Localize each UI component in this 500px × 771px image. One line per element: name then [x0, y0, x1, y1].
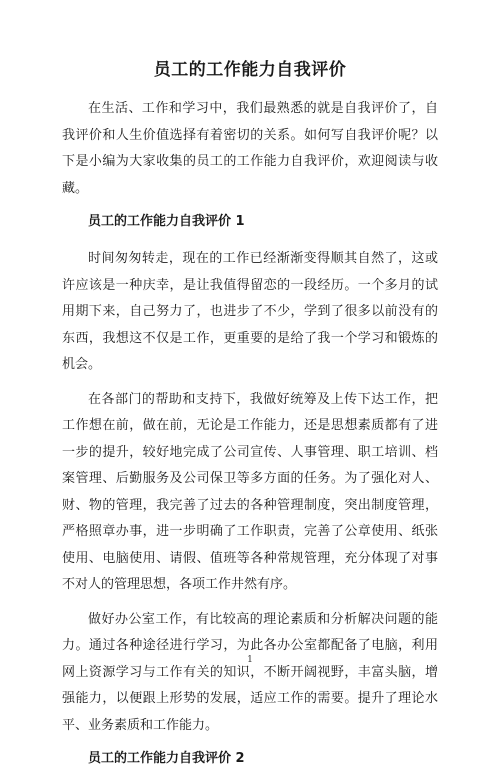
section-paragraph: 时间匆匆转走，现在的工作已经渐渐变得顺其自然了，这或许应该是一种庆幸，是让我值得留恋的一段经历。一个多月的试用期下来，自己努力了，也进步了不少，学到了很多以前没有的东西，我想这不仅是工作，更重要的是给了我一个学习和锻炼的机会。 [62, 251, 438, 372]
section-paragraph: 做好办公室工作，有比较高的理论素质和分析解决问题的能力。通过各种途径进行学习，为此各办公室都配备了电脑，利用网上资源学习与工作有关的知识，不断开阔视野，丰富头脑，增强能力，以便跟上形势的发展，适应工作的需要。提升了理论水平、业务素质和工作能力。 [62, 611, 438, 733]
document-title: 员工的工作能力自我评价 [153, 60, 347, 80]
section-heading: 员工的工作能力自我评价 2 [88, 751, 245, 766]
page-number: 1 [247, 655, 253, 665]
intro-paragraph: 在生活、工作和学习中，我们最熟悉的就是自我评价了，自我评价和人生价值选择有着密切的关系。如何写自我评价呢？以下是小编为大家收集的员工的工作能力自我评价，欢迎阅读与收藏。 [62, 101, 438, 196]
section-paragraph: 在各部门的帮助和支持下，我做好统筹及上传下达工作，把工作想在前，做在前，无论是工作能力，还是思想素质都有了进一步的提升，较好地完成了公司宣传、人事管理、职工培训、档案管理、后勤服务及公司保卫等多方面的任务。为了强化对人、财、物的管理，我完善了过去的各种管理制度，突出制度管理，严格照章办事，进一步明确了工作职责，完善了公章使用、纸张使用、电脑使用、请假、值班等各种常规管理，充分体现了对事不对人的管理思想，各项工作井然有序。 [62, 391, 438, 592]
section-heading: 员工的工作能力自我评价 1 [88, 214, 245, 229]
